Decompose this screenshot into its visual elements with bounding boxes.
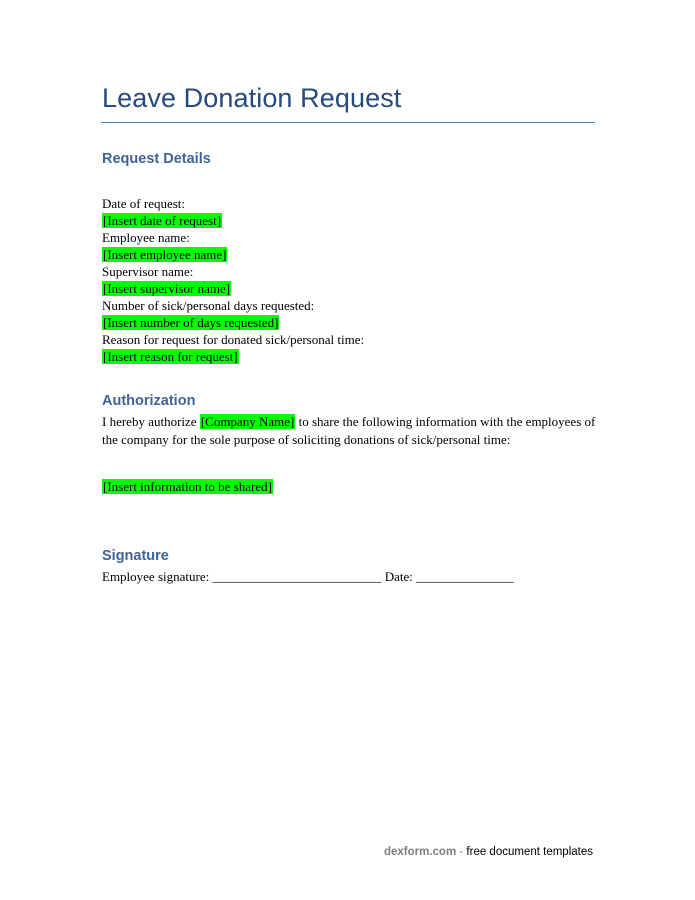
document-title: Leave Donation Request [102, 83, 402, 113]
date-of-request-field[interactable] [102, 213, 222, 229]
authorization-text-after: to share the following information with the employees of the company for the sole purpose of soliciting donations of sick/personal time: [102, 414, 596, 447]
supervisor-name-placeholder[interactable]: [Insert supervisor name] [103, 281, 231, 296]
supervisor-name-field[interactable] [102, 281, 231, 297]
footer-separator: - [456, 846, 467, 858]
employee-name-field[interactable] [102, 247, 227, 263]
authorization-paragraph [102, 413, 602, 449]
days-requested-placeholder[interactable]: [Insert number of days requested] [103, 315, 279, 330]
date-of-request-placeholder[interactable]: [Insert date of request] [103, 213, 222, 228]
authorization-text-before: I hereby authorize [102, 414, 200, 429]
section-heading-request-details: Request Details [102, 151, 211, 167]
information-placeholder[interactable]: [Insert information to be shared] [103, 479, 272, 494]
employee-name-label: Employee name: [102, 230, 190, 245]
reason-field[interactable] [102, 349, 239, 365]
information-field[interactable] [102, 479, 273, 495]
reason-placeholder[interactable]: [Insert reason for request] [103, 349, 238, 364]
days-requested-label: Number of sick/personal days requested: [102, 298, 315, 313]
supervisor-name-label: Supervisor name: [102, 264, 194, 279]
days-requested-field[interactable] [102, 315, 279, 331]
signature-line[interactable]: Employee signature: __________________________ Date: _______________ [102, 569, 514, 584]
footer-brand-link[interactable]: dexform.com [383, 846, 457, 858]
section-heading-signature: Signature [102, 548, 169, 564]
footer [384, 846, 593, 858]
title-divider [101, 122, 595, 123]
date-of-request-label: Date of request: [102, 196, 186, 211]
company-name-placeholder[interactable]: [Company Name] [200, 414, 295, 429]
reason-label: Reason for request for donated sick/personal time: [102, 332, 365, 347]
employee-name-placeholder[interactable]: [Insert employee name] [103, 247, 227, 262]
footer-tagline: free document templates [466, 846, 593, 858]
section-heading-authorization: Authorization [102, 393, 196, 409]
